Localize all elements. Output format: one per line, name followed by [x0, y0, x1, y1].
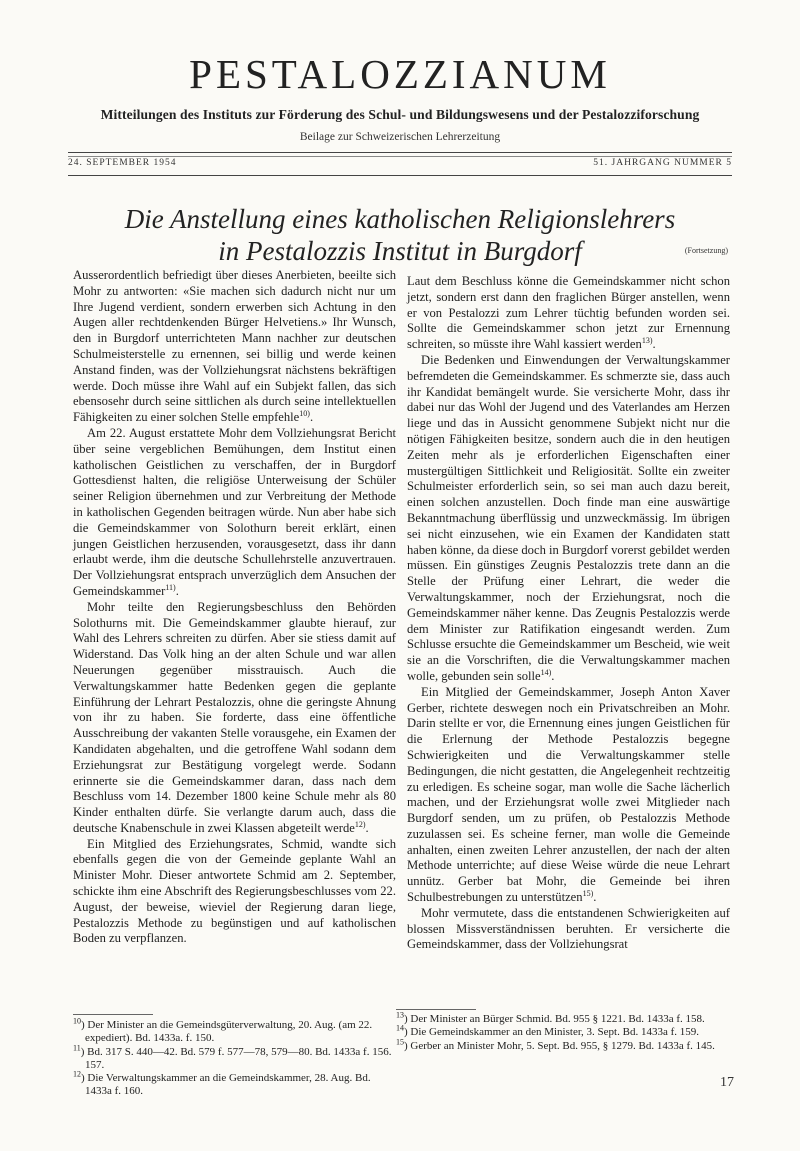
issue-number: 51. JAHRGANG NUMMER 5 [593, 158, 732, 168]
footnote-ref: 13) [641, 336, 653, 345]
paragraph: Laut dem Beschluss könne die Gemeindskammer nicht schon jetzt, sondern erst dann den fraglichen Bürger anstellen, wenn er von Pestalozzi zum Lehrer tüchtig befunden worden sei. Sollte die Gemeindskammer schon jetzt zur Ernennung schreiten, so müsste ihre Wahl kassiert werden$^{13)}$. [407, 274, 730, 352]
masthead-subtitle: Mitteilungen des Instituts zur Förderung des Schul- und Bildungswesens und der Pestalozziforschung [100, 107, 700, 122]
paragraph: Ein Mitglied der Gemeindskammer, Joseph Anton Xaver Gerber, richtete deswegen noch ein Privatschreiben an Mohr. Darin stellte er vor, die Ernennung eines jungen Geistlichen für die Erlernung der Methode Pestalozzis begegne Schwierigkeiten und die Verwaltungskammer stelle Bedingungen, die nicht gestatten, die Angelegenheit rechtzeitig zu erledigen. Es scheine sogar, man wolle die Sache lächerlich machen, und der Erziehungsrat wolle zwei Mitglieder nach Burgdorf senden, um zu prüfen, ob Pestalozzis Methode zuzulassen sei. Es scheine ferner, man wolle die Gemeinde anhalten, einen zweiten Lehrer anzustellen, der nach der alten Methode unterrichte; auf diese Weise würde die neue Lehrart unnütz. Gerber bat Mohr, die Gemeinde bei ihren Schulbestrebungen zu unterstützen$^{15)}$. [407, 684, 730, 905]
paragraph: Die Bedenken und Einwendungen der Verwaltungskammer befremdeten die Gemeindskammer. Es schmerzte sie, dass auch ihr Kandidat bemängelt wurde. Sie versicherte Mohr, dass ihr dabei nur das Wohl der Jugend und des Vaterlandes am Herzen liege und das in Aussicht genommene Subjekt nicht nur die nötigen Fähigkeiten besitze, sondern auch die in den heutigen Zeiten mehr als je erforderlichen Eigenschaften einer mustergültigen Sittlichkeit und Religiosität. Sollte ein zweiter Schulmeister erforderlich sein, so sei man auch dazu bereit, einen solchen anzustellen. Doch finde man eine auswärtige Bekanntmachung überflüssig und unzweckmässig. Im übrigen sei nicht einzusehen, wie ein Examen der Kandidaten statt haben könne, da diese doch in Burgdorf vorerst gebildet werden müssen. Ein günstiges Zeugnis Pestalozzis trete dann an die Stelle der Prüfung einer Lehrart, die weder die Verwaltungskammer, noch der Erziehungsrat, noch die Gemeindskammer näher kenne. Das Zeugnis Pestalozzis werde dem Minister zur Ratifikation eingesandt werden. Zum Schlusse ersuchte die Gemeindskammer um Bescheid, wie weit sie an die Vorschriften, die die Verwaltungskammer machen wolle, gebunden sein solle$^{14)}$. [407, 352, 730, 683]
dateline [68, 152, 732, 176]
footnote: $^{13}$) Der Minister an Bürger Schmid. Bd. 955 § 1221. Bd. 1433a f. 158. [396, 1010, 705, 1025]
footnote-rule-right [396, 1009, 476, 1010]
paragraph: Ein Mitglied des Erziehungsrates, Schmid, wandte sich ebenfalls gegen die von der Gemeinde geplante Wahl an Minister Mohr. Dieser antwortete Schmid am 2. September, schickte ihm eine Abschrift des Regierungsbeschlusses vom 22. August, der beweise, wieviel der Regierung daran liege, Pestalozzis Methode zu begünstigen und auf katholischen Boden zu verpflanzen. [73, 836, 396, 946]
footnote-ref: 11) [165, 582, 176, 592]
continued-note: (Fortsetzung) [684, 246, 728, 255]
issue-date: 24. SEPTEMBER 1954 [68, 158, 177, 168]
footnote: $^{10}$) Der Minister an die Gemeindsgüterverwaltung, 20. Aug. (am 22. expediert). Bd. 1433a. f. 150. [73, 1016, 373, 1045]
right-column [407, 274, 730, 953]
masthead-title: PESTALOZZIANUM [189, 51, 611, 97]
footnotes-left [73, 1016, 396, 1099]
footnote-rule-left [73, 1014, 153, 1015]
article-title [0, 203, 800, 267]
left-column [73, 268, 396, 947]
paragraph: Mohr vermutete, dass die entstandenen Schwierigkeiten auf blossen Missverständnissen beruhten. Er versicherte die Gemeindskammer, dass der Vollziehungsrat [407, 905, 730, 952]
footnote-ref: 15) [582, 888, 594, 898]
paragraph: Ausserordentlich befriedigt über dieses Anerbieten, beeilte sich Mohr zu antworten: «Sie machen sich dadurch nicht nur um Ihre Jugend verdient, sondern erwerben sich Achtung in den Augen aller rechtdenkenden Bürger Helvetiens.» Ihr Wunsch, den in Burgdorf unterrichteten Mann nachher zur deutschen Schulmeisterstelle zu ernennen, sei billig und werde keinen Anstand finden, was der Vollziehungsrat nächstens bekräftigen werde. Doch müsse ihre Wahl auf ein Subjekt fallen, das sich ebensosehr durch seine sittlichen als durch seine intellektuellen Fähigkeiten zu einer solchen Stelle empfehle$^{10)}$. [73, 268, 396, 425]
paragraph: Mohr teilte den Regierungsbeschluss den Behörden Solothurns mit. Die Gemeindskammer glaubte hierauf, zur Wahl des Lehrers schreiten zu dürfen. Aber sie stiess damit auf Widerstand. Das Volk hing an der alten Schule und war allen Neuerungen gegenüber misstrauisch. Auch die Verwaltungskammer hatte Bedenken gegen die geplante Einführung der Lehrart Pestalozzis, ohne die geringste Ahnung von ihr zu haben. Sie forderte, dass eine öffentliche Ausschreibung der vakanten Stelle vorausgehe, ein Examen der Kandidaten abgehalten, und die getroffene Wahl sodann dem Erziehungsrat zur Bestätigung vorgelegt werde. Sodann erinnerte sie die Gemeindskammer daran, dass nach dem Beschluss vom 14. Dezember 1800 keine Schule mehr als 80 Kinder enthalten dürfe. Sie verlangte darum auch, dass die deutsche Knabenschule in zwei Klassen abgeteilt werde$^{12)}$. [73, 599, 396, 835]
page-number: 17 [720, 1075, 734, 1090]
footnote: $^{12}$) Die Verwaltungskammer an die Gemeindskammer, 28. Aug. Bd. 1433a f. 160. [73, 1069, 371, 1098]
article-title-line-2: in Pestalozzis Institut in Burgdorf [218, 236, 582, 266]
footnote: $^{11}$) Bd. 317 S. 440—42. Bd. 579 f. 577—78, 579—80. Bd. 1433a f. 156. 157. [73, 1042, 392, 1071]
footnote-ref: 12) [354, 819, 366, 829]
dateline-rule [68, 156, 732, 157]
paragraph: Am 22. August erstattete Mohr dem Vollziehungsrat Bericht über seine vergeblichen Bemühungen, dem Institut einen katholischen Geistlichen zu verschaffen, der in Burgdorf Gottesdienst halten, die religiöse Unterweisung der Schüler seiner Religion übernehmen und zur Verbreitung der Methode in katholischen Gegenden beitragen würde. Nun aber habe sich die Gemeindskammer von Solothurn bereit erklärt, einen jungen Geistlichen herzusenden, vorausgesetzt, dass ihr dann erlaubt werde, ihm die deutsche Schullehrstelle anzuvertrauen. Der Vollziehungsrat entsprach unverzüglich dem Ansuchen der Gemeindskammer$^{11)}$. [73, 425, 396, 598]
footnote-ref: 10) [299, 408, 310, 418]
article-title-line-1: Die Anstellung eines katholischen Religionslehrers [124, 204, 676, 234]
footnote: $^{14}$) Die Gemeindskammer an den Minister, 3. Sept. Bd. 1433a f. 159. [396, 1023, 699, 1039]
masthead [0, 52, 800, 143]
masthead-supplement: Beilage zur Schweizerischen Lehrerzeitung [299, 131, 501, 143]
footnote-ref: 14) [540, 667, 552, 677]
footnote: $^{15}$) Gerber an Minister Mohr, 5. Sept. Bd. 955, § 1279. Bd. 1433a f. 145. [396, 1036, 715, 1052]
footnotes-right [396, 1010, 719, 1053]
